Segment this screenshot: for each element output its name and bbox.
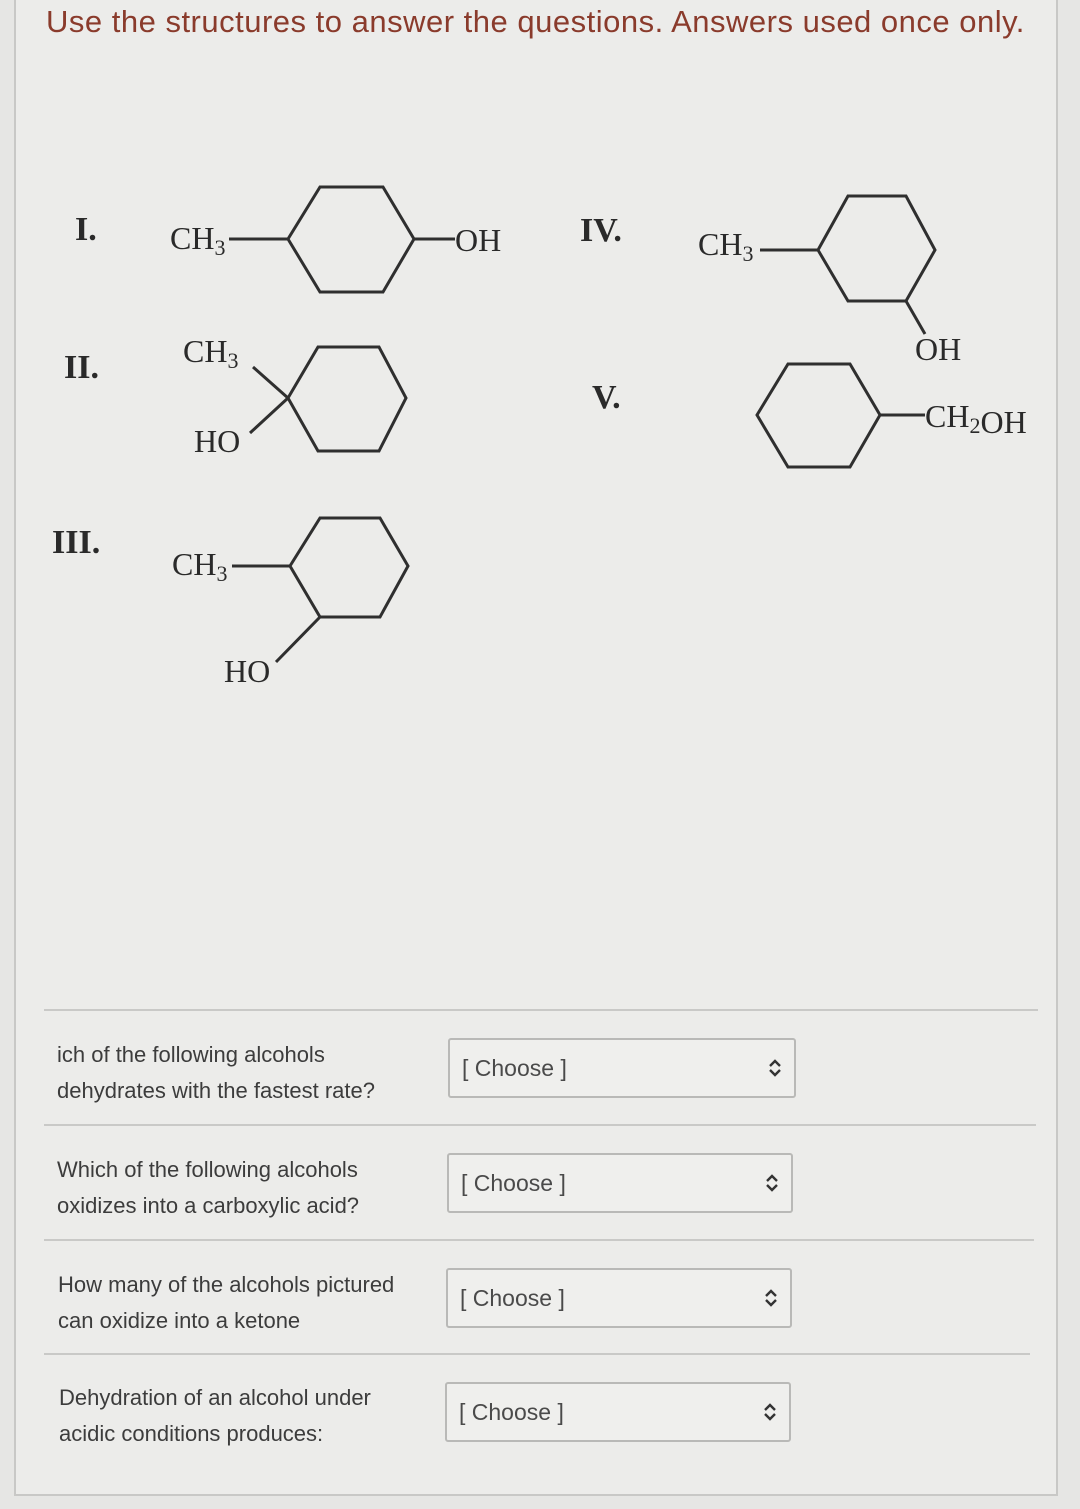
chevron-up-down-icon [763,1401,777,1423]
divider [44,1009,1038,1011]
numeral-i: I. [75,211,97,248]
group-ii-ch3: CH3 [183,333,239,373]
numeral-ii: II. [64,349,99,386]
question-3-text: How many of the alcohols pictured can oxidize into a ketone [58,1272,395,1333]
group-i-oh: OH [455,222,502,258]
group-iv-ch3: CH3 [698,226,754,266]
numeral-iii: III. [52,524,101,561]
ring-iv [818,196,935,301]
numeral-v: V. [592,379,621,416]
divider [44,1239,1034,1241]
divider [44,1124,1036,1126]
ring-iii [290,518,408,617]
question-3-select-value: [ Choose ] [460,1284,565,1311]
numeral-iv: IV. [580,212,622,249]
group-iv-oh: OH [915,331,962,367]
question-4-select[interactable] [445,1382,791,1442]
question-2-select-value: [ Choose ] [461,1169,566,1196]
question-1-select[interactable] [448,1038,796,1098]
divider [44,1353,1030,1355]
ring-v [757,364,880,467]
instructions-text: Use the structures to answer the questions. Answers used once only. [46,4,1025,39]
chevron-up-down-icon [765,1172,779,1194]
question-4-select-value: [ Choose ] [459,1398,564,1425]
ring-ii [288,347,406,451]
question-3-select[interactable] [446,1268,792,1328]
ring-i [288,187,414,292]
question-2-select[interactable] [447,1153,793,1213]
question-1-text: ich of the following alcohols dehydrates with the fastest rate? [57,1042,375,1103]
group-v-ch2oh: CH2OH [925,398,1027,440]
chevron-up-down-icon [764,1287,778,1309]
group-iii-ho: HO [224,653,271,689]
question-4-text: Dehydration of an alcohol under acidic conditions produces: [59,1385,371,1446]
group-i-ch3: CH3 [170,220,226,260]
group-iii-ch3: CH3 [172,546,228,586]
question-1-select-value: [ Choose ] [462,1054,567,1081]
question-2-text: Which of the following alcohols oxidizes into a carboxylic acid? [57,1157,360,1218]
group-ii-ho: HO [194,423,241,459]
chevron-up-down-icon [768,1057,782,1079]
